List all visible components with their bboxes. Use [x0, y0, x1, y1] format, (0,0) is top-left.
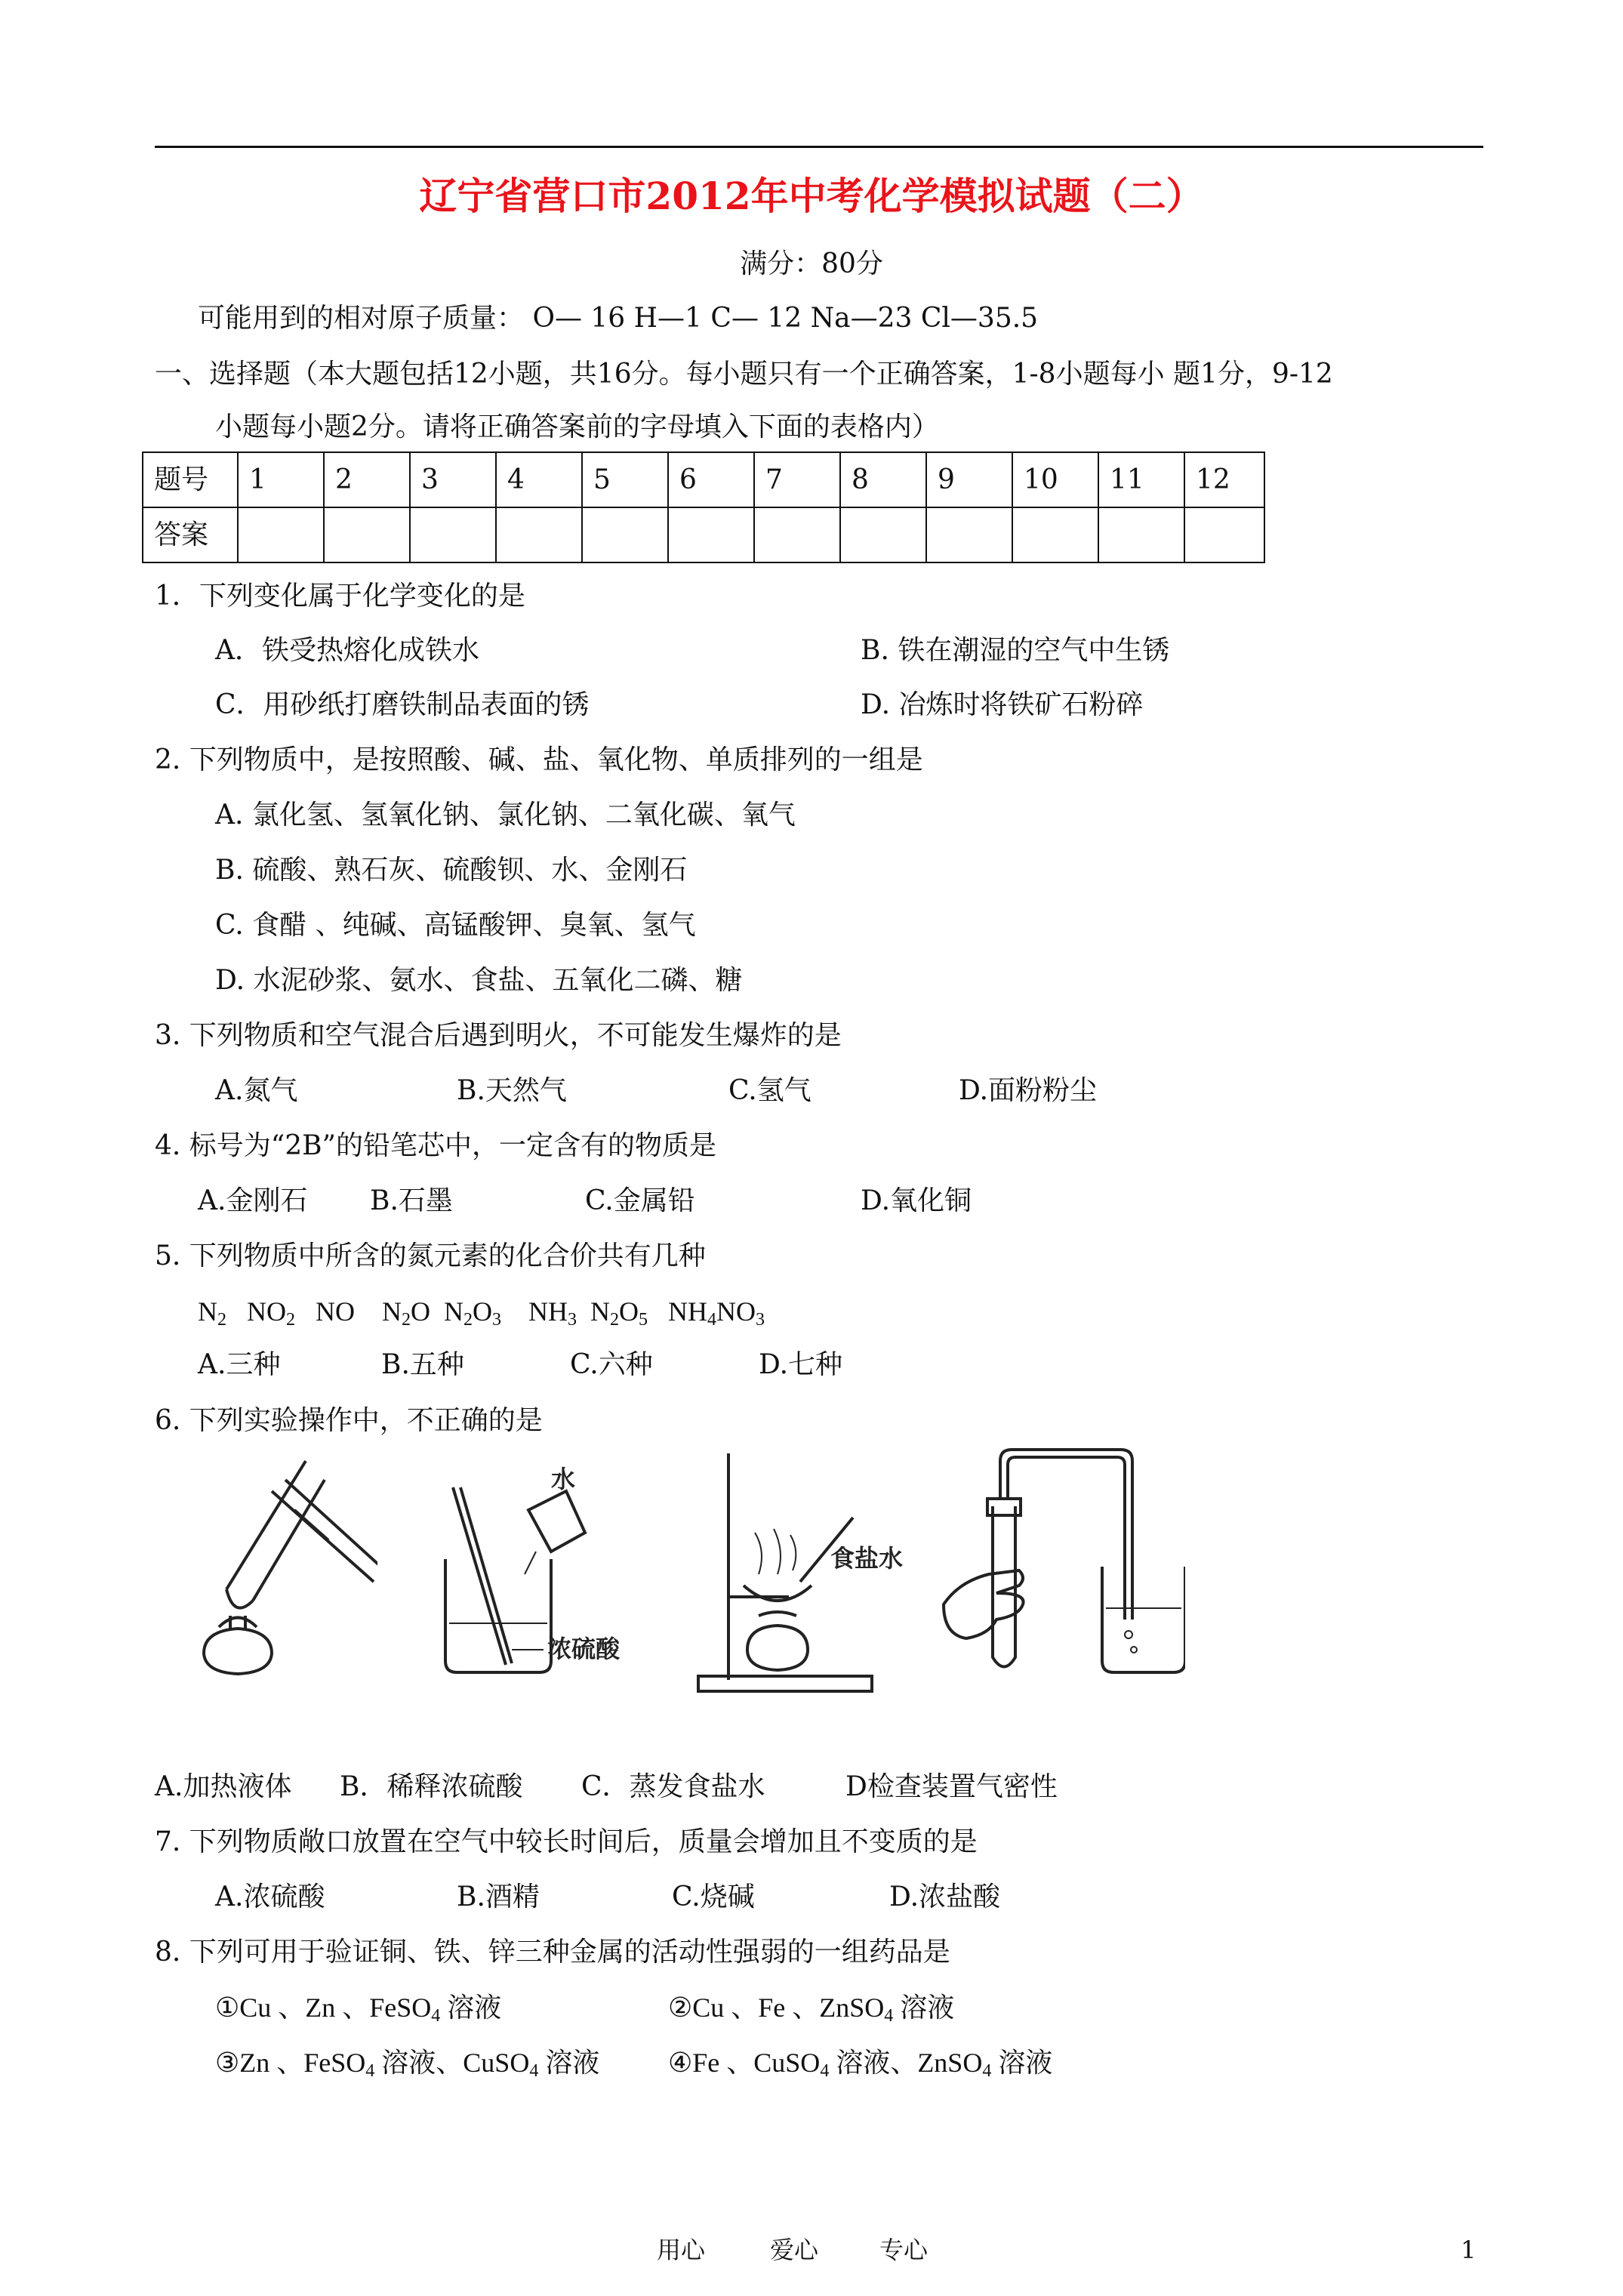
- table-cell: 6: [668, 452, 754, 507]
- answer-cell[interactable]: [582, 507, 668, 562]
- question-5-option-b: B.五种: [381, 1349, 464, 1380]
- table-cell: 3: [410, 452, 496, 507]
- question-8-stem: 8. 下列可用于验证铜、铁、锌三种金属的活动性强弱的一组药品是: [155, 1937, 950, 1968]
- table-row: [143, 452, 1264, 507]
- table-cell: 5: [582, 452, 668, 507]
- question-3-option-b: B.天然气: [457, 1075, 567, 1106]
- answer-cell[interactable]: [410, 507, 496, 562]
- question-3-option-a: A.氮气: [215, 1075, 298, 1106]
- question-4-option-b: B.石墨: [370, 1185, 453, 1216]
- footer-mid: 爱心: [770, 2236, 819, 2264]
- answer-cell[interactable]: [238, 507, 324, 562]
- question-3-option-c: C.氢气: [728, 1075, 812, 1106]
- question-3-stem: 3. 下列物质和空气混合后遇到明火，不可能发生爆炸的是: [155, 1020, 842, 1051]
- table-header-cell: 答案: [143, 507, 238, 562]
- question-4-option-a: A.金刚石: [198, 1185, 308, 1216]
- question-3-option-d: D.面粉粉尘: [959, 1075, 1098, 1106]
- question-1-stem: 1．下列变化属于化学变化的是: [155, 581, 525, 612]
- salt-water-label: 食盐水: [830, 1544, 904, 1573]
- question-1-option-b: B. 铁在潮湿的空气中生锈: [861, 635, 1170, 666]
- question-7-option-a: A.浓硫酸: [215, 1881, 325, 1912]
- table-cell: 10: [1012, 452, 1098, 507]
- question-2-option-c: C. 食醋 、纯碱、高锰酸钾、臭氧、氢气: [215, 910, 696, 941]
- question-7-option-b: B.酒精: [457, 1881, 540, 1912]
- full-score: 满分：80分: [740, 248, 883, 279]
- answer-cell[interactable]: [324, 507, 410, 562]
- section-heading-line1: 一、选择题（本大题包括12小题，共16分。每小题只有一个正确答案，1-8小题每小 题1分，9-12: [155, 359, 1333, 390]
- question-7-stem: 7. 下列物质敞口放置在空气中较长时间后，质量会增加且不变质的是: [155, 1826, 978, 1857]
- table-cell: 11: [1098, 452, 1184, 507]
- heating-liquid-figure: [174, 1446, 377, 1687]
- question-1-option-d: D. 冶炼时将铁矿石粉碎: [861, 689, 1144, 720]
- section-heading-line2: 小题每小题2分。请将正确答案前的字母填入下面的表格内）: [215, 411, 939, 442]
- question-5-option-a: A.三种: [198, 1349, 281, 1380]
- question-2-option-d: D. 水泥砂浆、氨水、食盐、五氧化二磷、糖: [215, 965, 743, 996]
- question-8-option-3: ③Zn 、FeSO$_4$ 溶液、CuSO$_4$ 溶液: [215, 2048, 600, 2081]
- table-header-cell: 题号: [143, 452, 238, 507]
- question-5-option-c: C.六种: [570, 1349, 653, 1380]
- experiment-figures: [174, 1446, 1185, 1703]
- footer-right: 专心: [879, 2236, 929, 2264]
- question-6-option-a: A.加热液体: [155, 1771, 292, 1802]
- question-8-option-4: ④Fe 、CuSO$_4$ 溶液、ZnSO$_4$ 溶液: [668, 2048, 1053, 2081]
- question-6-option-c: C．蒸发食盐水: [581, 1771, 765, 1802]
- question-4-option-c: C.金属铅: [585, 1185, 695, 1216]
- question-8-option-2: ②Cu 、Fe 、ZnSO$_4$ 溶液: [668, 1992, 955, 2026]
- answer-cell[interactable]: [754, 507, 840, 562]
- question-6-stem: 6. 下列实验操作中，不正确的是: [155, 1405, 543, 1436]
- airtightness-figure: [929, 1446, 1185, 1687]
- page-title: 辽宁省营口市2012年中考化学模拟试题（二）: [419, 174, 1204, 218]
- question-8-option-1: ①Cu 、Zn 、FeSO$_4$ 溶液: [215, 1992, 502, 2026]
- question-5-option-d: D.七种: [759, 1349, 843, 1380]
- question-5-stem: 5. 下列物质中所含的氮元素的化合价共有几种: [155, 1240, 706, 1271]
- answer-cell[interactable]: [926, 507, 1012, 562]
- question-5-formulas: $N_2$ $NO_2$ NO $N_2O$ $N_2O_3$ $NH_3$ $N_2O_5$ $NH_4NO_3$: [198, 1296, 765, 1330]
- answer-table: [142, 451, 1265, 563]
- answer-cell[interactable]: [1184, 507, 1264, 562]
- table-row: [143, 507, 1264, 562]
- answer-cell[interactable]: [1012, 507, 1098, 562]
- question-4-option-d: D.氧化铜: [861, 1185, 972, 1216]
- question-1-option-a: A．铁受热熔化成铁水: [215, 635, 479, 666]
- question-2-option-a: A. 氯化氢、氢氧化钠、氯化钠、二氧化碳、氧气: [215, 800, 796, 831]
- table-cell: 1: [238, 452, 324, 507]
- water-label: 水: [551, 1465, 576, 1493]
- table-cell: 4: [496, 452, 582, 507]
- evaporate-figure: [668, 1446, 917, 1703]
- page-number: 1: [1461, 2236, 1477, 2264]
- question-6-option-d: D检查装置气密性: [845, 1771, 1058, 1802]
- atomic-masses: 可能用到的相对原子质量： O— 16 H—1 C— 12 Na—23 Cl—35.5: [198, 303, 1039, 334]
- question-2-option-b: B. 硫酸、熟石灰、硫酸钡、水、金刚石: [215, 855, 688, 886]
- table-cell: 9: [926, 452, 1012, 507]
- question-6-option-b: B．稀释浓硫酸: [340, 1771, 523, 1802]
- question-4-stem: 4. 标号为“2B”的铅笔芯中，一定含有的物质是: [155, 1130, 716, 1161]
- table-cell: 12: [1184, 452, 1264, 507]
- answer-cell[interactable]: [840, 507, 926, 562]
- answer-cell[interactable]: [496, 507, 582, 562]
- footer-left: 用心: [657, 2236, 706, 2264]
- answer-cell[interactable]: [1098, 507, 1184, 562]
- acid-label: 浓硫酸: [547, 1635, 621, 1663]
- dilute-acid-figure: [423, 1446, 649, 1687]
- table-cell: 2: [324, 452, 410, 507]
- answer-cell[interactable]: [668, 507, 754, 562]
- question-7-option-c: C.烧碱: [672, 1881, 755, 1912]
- table-cell: 7: [754, 452, 840, 507]
- table-cell: 8: [840, 452, 926, 507]
- question-7-option-d: D.浓盐酸: [889, 1881, 1001, 1912]
- question-1-option-c: C．用砂纸打磨铁制品表面的锈: [215, 689, 590, 720]
- question-2-stem: 2. 下列物质中，是按照酸、碱、盐、氧化物、单质排列的一组是: [155, 744, 923, 775]
- header-rule: [155, 146, 1483, 148]
